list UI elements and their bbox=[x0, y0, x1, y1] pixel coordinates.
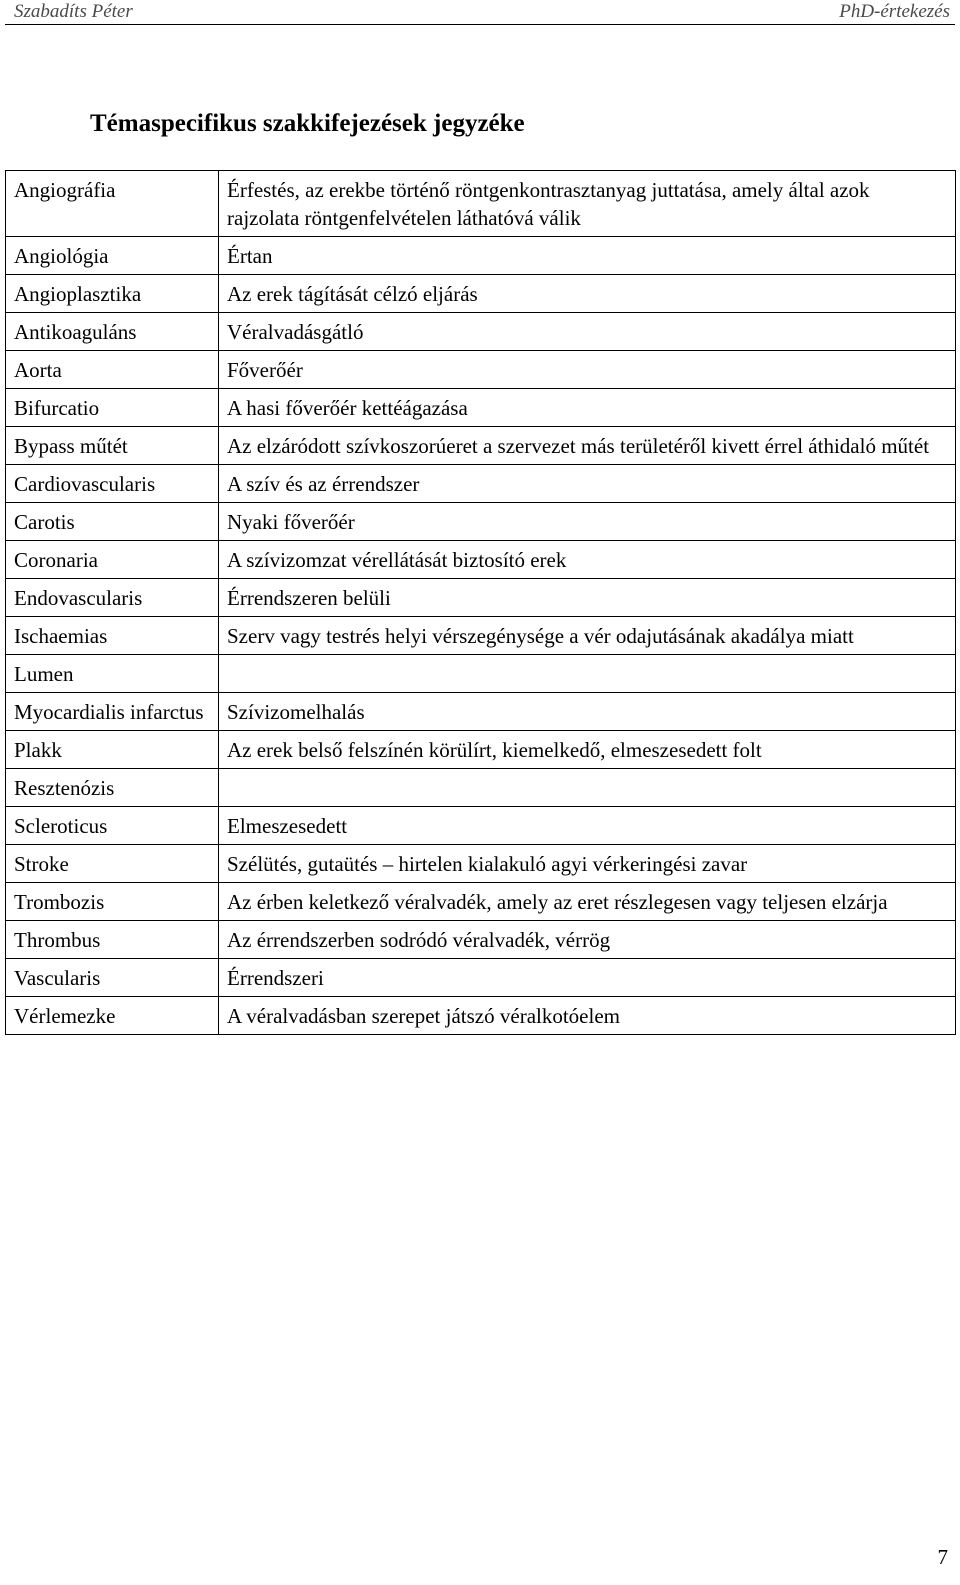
glossary-term: Bifurcatio bbox=[6, 389, 219, 427]
glossary-term: Angioplasztika bbox=[6, 275, 219, 313]
glossary-row bbox=[6, 959, 956, 997]
glossary-term: Scleroticus bbox=[6, 807, 219, 845]
glossary-term: Endovascularis bbox=[6, 579, 219, 617]
glossary-term: Coronaria bbox=[6, 541, 219, 579]
header-document-type: PhD-értekezés bbox=[839, 1, 950, 22]
glossary-definition: A hasi főverőér kettéágazása bbox=[219, 389, 956, 427]
glossary-definition: Értan bbox=[219, 237, 956, 275]
glossary-row bbox=[6, 655, 956, 693]
glossary-definition: A szív és az érrendszer bbox=[219, 465, 956, 503]
glossary-row bbox=[6, 921, 956, 959]
glossary-term: Thrombus bbox=[6, 921, 219, 959]
glossary-definition: Főverőér bbox=[219, 351, 956, 389]
glossary-row bbox=[6, 617, 956, 655]
glossary-row bbox=[6, 541, 956, 579]
page-title: Témaspecifikus szakkifejezések jegyzéke bbox=[90, 110, 525, 137]
glossary-definition: Az érrendszerben sodródó véralvadék, vérrög bbox=[219, 921, 956, 959]
glossary-row bbox=[6, 845, 956, 883]
glossary-row bbox=[6, 275, 956, 313]
glossary-term: Angiográfia bbox=[6, 171, 219, 237]
glossary-row bbox=[6, 579, 956, 617]
glossary-term: Antikoaguláns bbox=[6, 313, 219, 351]
glossary-term: Bypass műtét bbox=[6, 427, 219, 465]
glossary-definition: Az érben keletkező véralvadék, amely az eret részlegesen vagy teljesen elzárja bbox=[219, 883, 956, 921]
glossary-row bbox=[6, 807, 956, 845]
glossary-row bbox=[6, 465, 956, 503]
glossary-term: Plakk bbox=[6, 731, 219, 769]
glossary-row bbox=[6, 503, 956, 541]
glossary-row bbox=[6, 389, 956, 427]
glossary-row bbox=[6, 769, 956, 807]
glossary-definition: Az elzáródott szívkoszorúeret a szervezet más területéről kivett érrel áthidaló műtét bbox=[219, 427, 956, 465]
glossary-definition: Szélütés, gutaütés – hirtelen kialakuló agyi vérkeringési zavar bbox=[219, 845, 956, 883]
glossary-table-body bbox=[6, 171, 956, 1035]
header-author: Szabadíts Péter bbox=[14, 1, 133, 22]
page-header bbox=[0, 0, 960, 26]
glossary-term: Angiológia bbox=[6, 237, 219, 275]
glossary-row bbox=[6, 883, 956, 921]
glossary-row bbox=[6, 731, 956, 769]
glossary-term: Aorta bbox=[6, 351, 219, 389]
glossary-term: Resztenózis bbox=[6, 769, 219, 807]
glossary-term: Myocardialis infarctus bbox=[6, 693, 219, 731]
glossary-term: Vascularis bbox=[6, 959, 219, 997]
glossary-term: Carotis bbox=[6, 503, 219, 541]
header-divider bbox=[5, 24, 955, 25]
glossary-definition: Szerv vagy testrés helyi vérszegénysége a vér odajutásának akadálya miatt bbox=[219, 617, 956, 655]
glossary-row bbox=[6, 171, 956, 237]
glossary-row bbox=[6, 351, 956, 389]
glossary-term: Lumen bbox=[6, 655, 219, 693]
page-number: 7 bbox=[937, 1545, 948, 1569]
glossary-definition: Szívizomelhalás bbox=[219, 693, 956, 731]
glossary-term: Ischaemias bbox=[6, 617, 219, 655]
glossary-table bbox=[5, 170, 956, 1035]
glossary-definition: Véralvadásgátló bbox=[219, 313, 956, 351]
glossary-definition: Elmeszesedett bbox=[219, 807, 956, 845]
glossary-definition: Nyaki főverőér bbox=[219, 503, 956, 541]
glossary-term: Cardiovascularis bbox=[6, 465, 219, 503]
glossary-definition: A szívizomzat vérellátását biztosító erek bbox=[219, 541, 956, 579]
glossary-row bbox=[6, 693, 956, 731]
glossary-row bbox=[6, 997, 956, 1035]
glossary-row bbox=[6, 313, 956, 351]
glossary-row bbox=[6, 237, 956, 275]
glossary-definition bbox=[219, 769, 956, 807]
glossary-definition: Az erek belső felszínén körülírt, kiemelkedő, elmeszesedett folt bbox=[219, 731, 956, 769]
glossary-definition bbox=[219, 655, 956, 693]
glossary-definition: A véralvadásban szerepet játszó véralkotóelem bbox=[219, 997, 956, 1035]
glossary-definition: Érrendszeri bbox=[219, 959, 956, 997]
glossary-term: Trombozis bbox=[6, 883, 219, 921]
glossary-row bbox=[6, 427, 956, 465]
glossary-term: Stroke bbox=[6, 845, 219, 883]
glossary-term: Vérlemezke bbox=[6, 997, 219, 1035]
glossary-definition: Érrendszeren belüli bbox=[219, 579, 956, 617]
glossary-definition: Az erek tágítását célzó eljárás bbox=[219, 275, 956, 313]
glossary-definition: Érfestés, az erekbe történő röntgenkontrasztanyag juttatása, amely által azok rajzolata röntgenfelvételen láthatóvá válik bbox=[219, 171, 956, 237]
